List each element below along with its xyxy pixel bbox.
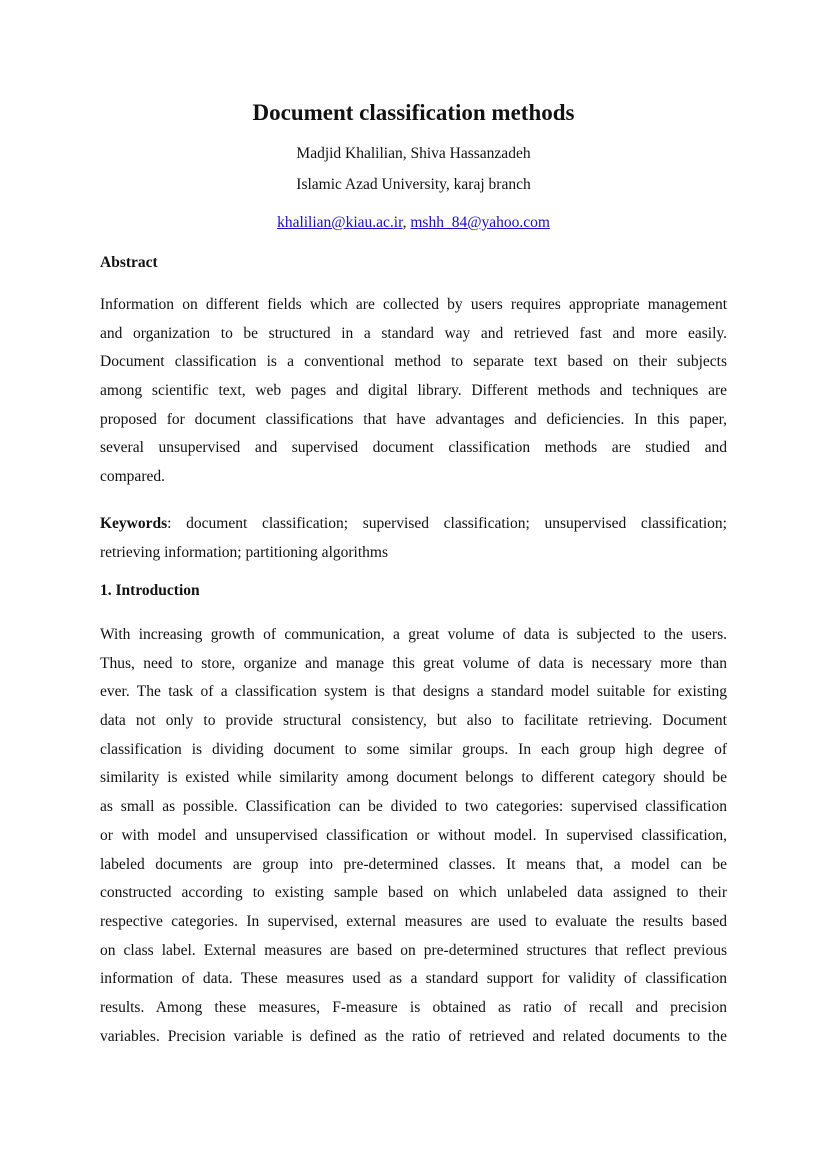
text-line-content: as small as possible. Classification can be divided to two categories: supervised classification [100, 798, 727, 816]
introduction-body [100, 621, 727, 1051]
text-line-content: ever. The task of a classification system is that designs a standard model suitable for existing [100, 683, 727, 701]
text-line-content: results. Among these measures, F-measure is obtained as ratio of recall and precision [100, 998, 727, 1016]
email-separator: , [402, 214, 411, 231]
text-line [100, 348, 727, 377]
text-line [100, 736, 727, 765]
text-line-content: on class label. External measures are based on pre-determined structures that reflect previous [100, 941, 727, 959]
emails [0, 214, 827, 232]
authors: Madjid Khalilian, Shiva Hassanzadeh [296, 145, 531, 162]
text-line-content: Information on different fields which are collected by users requires appropriate management [100, 296, 727, 313]
abstract-body [100, 291, 727, 492]
text-line-content: or with model and unsupervised classification or without model. In supervised classification, [100, 826, 727, 844]
text-line [100, 822, 727, 851]
text-line [100, 908, 727, 937]
abstract-heading: Abstract [100, 254, 158, 271]
text-line [100, 291, 727, 320]
text-line [100, 879, 727, 908]
keywords-label: Keywords [100, 515, 168, 532]
text-line [100, 764, 727, 793]
text-line [100, 965, 727, 994]
affiliation: Islamic Azad University, karaj branch [296, 176, 531, 193]
text-line-content: several unsupervised and supervised document classification methods are studied and [100, 439, 727, 457]
text-line-content: variables. Precision variable is defined as the ratio of retrieved and related documents to the [100, 1027, 727, 1045]
text-line [100, 650, 727, 679]
text-line-content: compared. [100, 468, 165, 486]
text-line-content: proposed for document classifications that have advantages and deficiencies. In this paper, [100, 410, 727, 428]
text-line-content: among scientific text, web pages and digital library. Different methods and techniques are [100, 382, 727, 400]
text-line [100, 994, 727, 1023]
keywords [100, 510, 727, 567]
text-line-content: and organization to be structured in a standard way and retrieved fast and more easily. [100, 324, 727, 342]
text-line [100, 434, 727, 463]
email-link-1[interactable]: khalilian@kiau.ac.ir [277, 214, 403, 231]
text-line [100, 377, 727, 406]
text-line-content: labeled documents are group into pre-determined classes. It means that, a model can be [100, 855, 727, 873]
text-line-content: respective categories. In supervised, external measures are used to evaluate the results based [100, 912, 727, 930]
text-line-content: Thus, need to store, organize and manage this great volume of data is necessary more than [100, 654, 727, 672]
text-line [100, 406, 727, 435]
text-line [100, 320, 727, 349]
text-line-content: constructed according to existing sample based on which unlabeled data assigned to their [100, 884, 727, 902]
text-line [100, 463, 727, 492]
text-line-content: data not only to provide structural consistency, but also to facilitate retrieving. Document [100, 712, 727, 730]
keywords-line: retrieving information; partitioning algorithms [100, 543, 388, 561]
paper-title: Document classification methods [252, 100, 575, 125]
section-heading-introduction: 1. Introduction [100, 582, 200, 599]
text-line [100, 1023, 727, 1052]
text-line [100, 678, 727, 707]
text-line [100, 793, 727, 822]
text-line-content: similarity is existed while similarity among document belongs to different category should be [100, 769, 727, 787]
text-line-content: information of data. These measures used as a standard support for validity of classification [100, 970, 727, 988]
text-line [100, 937, 727, 966]
text-line-content: With increasing growth of communication, a great volume of data is subjected to the users. [100, 626, 727, 643]
email-link-2[interactable]: mshh_84@yahoo.com [410, 214, 550, 231]
text-line-content: Document classification is a conventional method to separate text based on their subjects [100, 353, 727, 371]
keywords-line: : document classification; supervised classification; unsupervised classification; [167, 515, 727, 532]
text-line [100, 621, 727, 650]
text-line-content: classification is dividing document to some similar groups. In each group high degree of [100, 740, 727, 758]
text-line [100, 851, 727, 880]
text-line [100, 707, 727, 736]
